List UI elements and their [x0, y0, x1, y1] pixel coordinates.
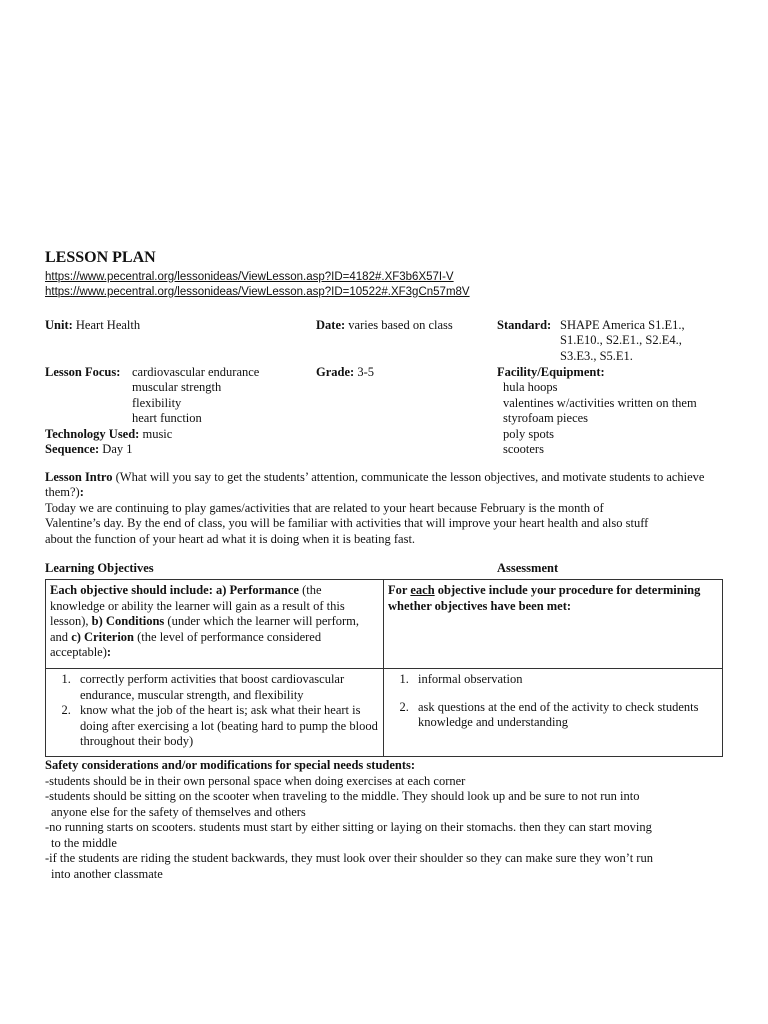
equipment-item: valentines w/activities written on them — [503, 395, 697, 410]
table-row — [46, 580, 723, 669]
safety-heading: Safety considerations and/or modifications for special needs students: — [45, 758, 416, 772]
lesson-intro-question: (What will you say to get the students’ attention, communicate the lesson objectives, and motivate students to achieve them?) — [45, 469, 705, 499]
equipment-label: Facility/Equipment: — [497, 364, 605, 379]
lesson-intro — [45, 470, 725, 548]
grade-field — [316, 365, 374, 381]
technology-value: music — [139, 426, 173, 441]
assessment-instructions-text: For — [388, 583, 411, 597]
instructions-text: b) Conditions — [91, 614, 165, 628]
standard-line: S1.E10., S2.E1., S2.E4., — [560, 333, 682, 347]
lesson-focus-label: Lesson Focus: — [45, 364, 121, 379]
date-label: Date: — [316, 317, 346, 332]
objectives-list — [50, 672, 379, 750]
objective-item: 2. know what the job of the heart is; ask what their heart is doing after exercising a lot (beating hard to pump the blood throughout their body) — [74, 703, 379, 750]
equipment-item: styrofoam pieces — [503, 411, 589, 425]
intro-line: Today we are continuing to play games/activities that are related to your heart because February is the month of — [45, 500, 604, 515]
focus-item: flexibility — [132, 395, 182, 410]
focus-item: cardiovascular endurance — [132, 364, 260, 379]
lesson-intro-label: Lesson Intro — [45, 469, 113, 484]
instructions-text: c) Criterion — [71, 629, 135, 644]
assessment-item: 1. informal observation — [412, 672, 718, 688]
date-value: varies based on class — [345, 317, 453, 332]
objectives-list-cell — [46, 669, 384, 757]
sequence-label: Sequence: — [45, 442, 100, 456]
safety-line: -students should be sitting on the scooter when traveling to the middle. They should look up and be sure to not run into — [45, 789, 640, 803]
safety-line: to the middle — [51, 835, 117, 850]
technology-field — [45, 427, 172, 443]
instructions-text: : — [106, 645, 112, 659]
safety-section — [45, 758, 725, 882]
source-link-1[interactable]: https://www.pecentral.org/lessonideas/ViewLesson.asp?ID=4182#.XF3b6X57I-V — [45, 270, 454, 283]
lesson-focus-label-wrap — [45, 365, 120, 381]
assessment-instructions-text: each — [410, 583, 435, 597]
page-title: LESSON PLAN — [45, 249, 156, 266]
standard-line: SHAPE America S1.E1., — [560, 317, 685, 332]
assessment-instructions-text: objective include your procedure for determining whether objectives have been met: — [388, 583, 701, 613]
instructions-text: (the knowledge or ability the learner will gain as a result of this lesson), — [50, 583, 345, 628]
safety-line: -no running starts on scooters. students must start by either sitting or laying on their stomachs. then they can start moving — [45, 820, 652, 834]
technology-label: Technology Used: — [45, 426, 140, 441]
date-field — [316, 318, 453, 334]
intro-line: about the function of your heart ad what it is doing when it is beating fast. — [45, 531, 416, 546]
safety-line: -students should be in their own personal space when doing exercises at each corner — [45, 773, 466, 788]
assessment-list — [388, 672, 718, 731]
unit-field — [45, 318, 140, 334]
assessment-list-cell — [384, 669, 723, 757]
source-link-2[interactable]: https://www.pecentral.org/lessonideas/ViewLesson.asp?ID=10522#.XF3gCn57m8V — [45, 285, 470, 298]
objectives-heading-row — [45, 561, 725, 579]
learning-objectives-heading: Learning Objectives — [45, 561, 154, 575]
objectives-table — [45, 579, 723, 757]
equipment-item: scooters — [503, 442, 544, 456]
standard-label: Standard: — [497, 317, 552, 332]
standard-line: S3.E3., S5.E1. — [560, 348, 633, 363]
unit-label: Unit: — [45, 317, 73, 332]
table-row — [46, 669, 723, 757]
safety-line: into another classmate — [51, 866, 163, 881]
instructions-text: (the level of performance considered acceptable) — [50, 629, 322, 659]
focus-item: muscular strength — [132, 380, 222, 394]
objective-item: 1. correctly perform activities that boost cardiovascular endurance, muscular strength, and flexibility — [74, 672, 379, 703]
grade-value: 3-5 — [354, 364, 374, 379]
assessment-instructions-cell — [384, 580, 723, 669]
standard-values — [560, 318, 685, 365]
lesson-plan-page — [45, 250, 725, 882]
equipment-item: hula hoops — [503, 380, 558, 394]
intro-line: Valentine’s day. By the end of class, you will be familiar with activities that will improve your heart health and also stuff — [45, 516, 649, 530]
objective-instructions-cell — [46, 580, 384, 669]
equipment-field — [497, 365, 697, 458]
unit-value: Heart Health — [72, 317, 141, 332]
lesson-info — [45, 318, 725, 458]
safety-line: anyone else for the safety of themselves and others — [51, 804, 306, 819]
sequence-field — [45, 442, 133, 458]
focus-item: heart function — [132, 411, 202, 425]
instructions-text: Each objective should include: a) Performance — [50, 583, 299, 597]
safety-line: -if the students are riding the student backwards, they must look over their shoulder so they can make sure they won’t run — [45, 851, 653, 865]
assessment-item: 2. ask questions at the end of the activity to check students knowledge and understanding — [412, 700, 718, 731]
standard-field — [497, 318, 551, 334]
sequence-value: Day 1 — [99, 442, 133, 456]
equipment-item: poly spots — [503, 426, 555, 441]
instructions-text: (under which the learner will perform, and — [50, 614, 359, 644]
assessment-heading: Assessment — [497, 561, 559, 575]
lesson-intro-colon: : — [79, 485, 84, 499]
lesson-intro-prompt — [45, 470, 725, 501]
lesson-focus-list — [132, 365, 259, 427]
grade-label: Grade: — [316, 364, 355, 379]
